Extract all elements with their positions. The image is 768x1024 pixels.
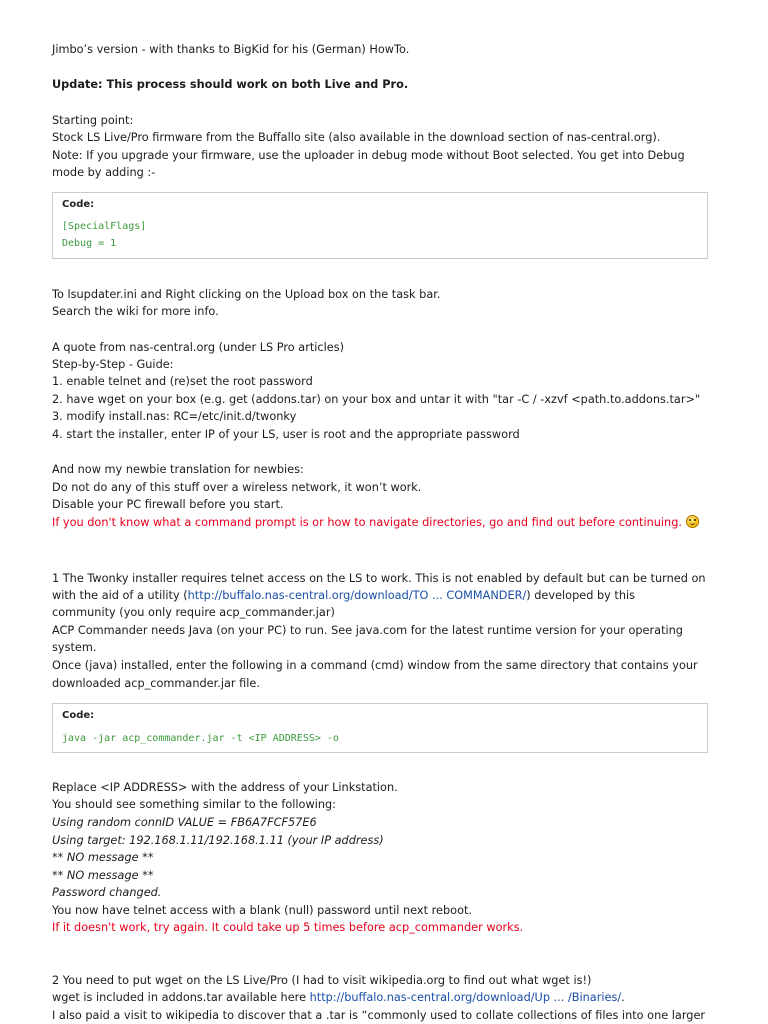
output-line: Using random connID VALUE = FB6A7FCF57E6: [52, 816, 317, 829]
warning-text: If you don't know what a command prompt is or how to navigate directories, go and find out before continuing.: [52, 516, 682, 529]
text-span: .: [621, 991, 625, 1004]
text-line: To lsupdater.ini and Right clicking on the Upload box on the task bar.: [52, 288, 441, 301]
code-block[interactable]: [52, 703, 708, 753]
output-line: Password changed.: [52, 886, 162, 899]
text-line: Note: If you upgrade your firmware, use the uploader in debug mode without Boot selected. You get into Debug: [52, 149, 685, 162]
text-line: 3. modify install.nas: RC=/etc/init.d/twonky: [52, 410, 297, 423]
wink-smiley-icon: [686, 515, 699, 528]
text-line: mode by adding :-: [52, 166, 156, 179]
code-line: java -jar acp_commander.jar -t <IP ADDRESS> -o: [62, 733, 339, 744]
text-line: Search the wiki for more info.: [52, 305, 219, 318]
text-line: 1 The Twonky installer requires telnet access on the LS to work. This is not enabled by default but can be turned on: [52, 572, 706, 585]
text-line: Disable your PC firewall before you start.: [52, 498, 284, 511]
text-line: [52, 588, 635, 604]
text-line: Starting point:: [52, 114, 134, 127]
text-line: Do not do any of this stuff over a wireless network, it won’t work.: [52, 481, 422, 494]
text-line: ACP Commander needs Java (on your PC) to run. See java.com for the latest runtime version for your operating: [52, 624, 683, 637]
text-line: Once (java) installed, enter the following in a command (cmd) window from the same directory that contains your: [52, 659, 698, 672]
text-line: I also paid a visit to wikipedia to discover that a .tar is “commonly used to collate collections of files into one larger: [52, 1009, 706, 1022]
text-line: Stock LS Live/Pro firmware from the Buffallo site (also available in the download section of nas-central.org).: [52, 131, 661, 144]
text-line: 1. enable telnet and (re)set the root password: [52, 375, 313, 388]
code-line: Debug = 1: [62, 238, 117, 249]
warning-line: If it doesn't work, try again. It could take up 5 times before acp_commander works.: [52, 921, 524, 934]
output-line: ** NO message **: [52, 851, 154, 864]
warning-line: [52, 515, 699, 531]
code-label: Code:: [62, 199, 95, 210]
text-line: downloaded acp_commander.jar file.: [52, 677, 260, 690]
text-line: 2 You need to put wget on the LS Live/Pro (I had to visit wikipedia.org to find out what wget is!): [52, 974, 592, 987]
code-label: Code:: [62, 710, 95, 721]
addons-download-link[interactable]: http://buffalo.nas-central.org/download/Up ... /Binaries/: [309, 991, 622, 1004]
text-span: wget is included in addons.tar available here: [52, 991, 310, 1004]
text-line: And now my newbie translation for newbies:: [52, 463, 304, 476]
text-line: A quote from nas-central.org (under LS Pro articles): [52, 341, 345, 354]
text-line: Step-by-Step - Guide:: [52, 358, 174, 371]
text-line: 2. have wget on your box (e.g. get (addons.tar) on your box and untar it with "tar -C / -xzvf <path.to.addons.tar>": [52, 393, 701, 406]
text-line: system.: [52, 641, 97, 654]
code-line: [SpecialFlags]: [62, 221, 147, 232]
intro-line: Jimbo’s version - with thanks to BigKid for his (German) HowTo.: [52, 43, 410, 56]
text-span: with the aid of a utility (: [52, 589, 188, 602]
code-block[interactable]: [52, 192, 708, 259]
output-line: ** NO message **: [52, 869, 154, 882]
text-line: community (you only require acp_commander.jar): [52, 606, 335, 619]
update-line: Update: This process should work on both Live and Pro.: [52, 78, 409, 91]
text-span: ) developed by this: [526, 589, 636, 602]
text-line: 4. start the installer, enter IP of your LS, user is root and the appropriate password: [52, 428, 520, 441]
text-line: [52, 990, 625, 1006]
text-line: You now have telnet access with a blank (null) password until next reboot.: [52, 904, 472, 917]
output-line: Using target: 192.168.1.11/192.168.1.11 (your IP address): [52, 834, 384, 847]
text-line: Replace <IP ADDRESS> with the address of your Linkstation.: [52, 781, 398, 794]
commander-download-link[interactable]: http://buffalo.nas-central.org/download/TO ... COMMANDER/: [187, 589, 527, 602]
text-line: You should see something similar to the following:: [52, 798, 336, 811]
